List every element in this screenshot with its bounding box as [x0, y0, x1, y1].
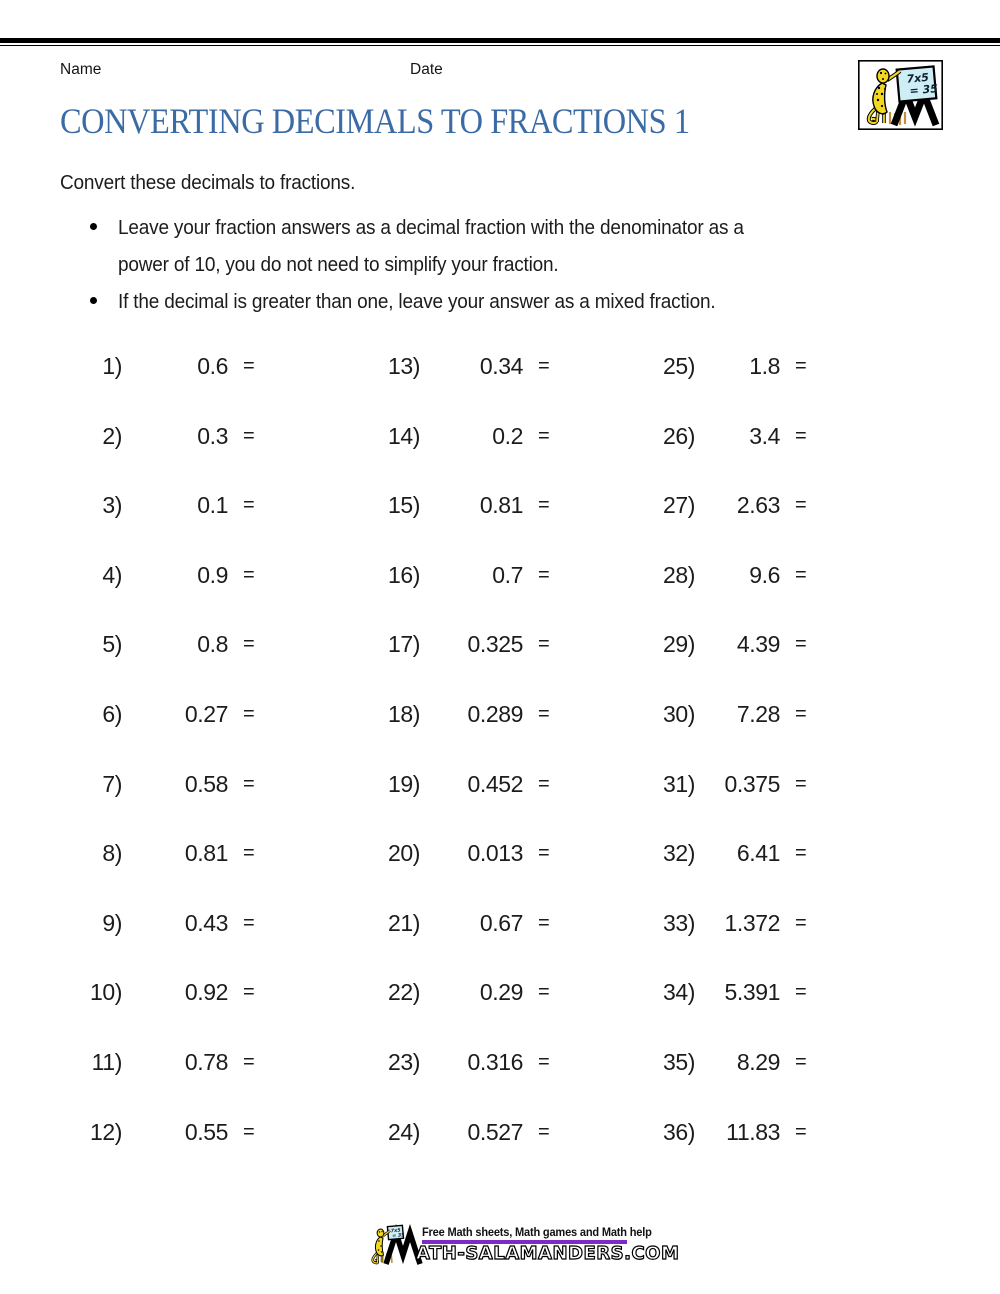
equals-sign: = [795, 1120, 807, 1143]
equals-sign: = [538, 563, 550, 586]
problem-number: 14) [387, 422, 420, 449]
problem-number: 1) [102, 353, 122, 379]
problem-number: 21) [387, 909, 420, 936]
problem-value: 0.452 [467, 770, 523, 797]
equals-sign: = [538, 494, 550, 517]
problem-number: 10) [89, 979, 122, 1006]
svg-text:= 35: = 35 [392, 1233, 405, 1240]
date-label: Date [410, 61, 443, 78]
equals-sign: = [538, 633, 550, 656]
equals-sign: = [795, 633, 807, 656]
problem-value: 11.83 [726, 1118, 780, 1145]
problem-value: 0.58 [184, 770, 228, 797]
equals-sign: = [795, 1050, 807, 1073]
problem-value: 7.28 [736, 700, 780, 727]
problem-number: 23) [387, 1048, 420, 1075]
equals-sign: = [538, 424, 550, 447]
problem-number: 33) [662, 909, 695, 936]
bullet-dot-icon [90, 297, 97, 304]
name-label: Name [60, 61, 102, 78]
top-border-rule [0, 38, 1000, 46]
equals-sign: = [795, 911, 807, 934]
problem-value: 0.78 [184, 1048, 228, 1075]
equals-sign: = [243, 355, 255, 377]
equals-sign: = [795, 563, 807, 586]
problem-number: 25) [662, 353, 695, 379]
problem-number: 3) [102, 492, 122, 519]
footer-wordmark: ATH-SALAMANDERS.COM [416, 1243, 680, 1264]
equals-sign: = [243, 563, 255, 586]
equals-sign: = [243, 633, 255, 656]
problem-value: 0.8 [197, 631, 228, 658]
problem-number: 9) [102, 909, 122, 936]
bullet-dot-icon [90, 223, 97, 230]
problem-value: 9.6 [749, 561, 780, 588]
whiteboard-icon [387, 1225, 405, 1239]
problem-number: 26) [662, 422, 695, 449]
problem-number: 17) [387, 631, 420, 658]
whiteboard-icon [897, 66, 939, 101]
problem-value: 0.9 [197, 561, 228, 588]
problem-number: 16) [387, 561, 420, 588]
svg-text:7x5: 7x5 [905, 70, 930, 86]
problem-value: 0.3 [197, 422, 228, 449]
problem-value: 0.29 [479, 979, 523, 1006]
problem-value: 0.7 [492, 561, 523, 588]
svg-text:7x5: 7x5 [390, 1228, 401, 1235]
equals-sign: = [243, 424, 255, 447]
problem-number: 19) [387, 770, 420, 797]
problem-value: 0.34 [479, 353, 523, 379]
problem-value: 0.013 [467, 840, 523, 867]
problem-number: 2) [102, 422, 122, 449]
problem-value: 5.391 [724, 979, 780, 1006]
equals-sign: = [795, 494, 807, 517]
instructions-bullets [90, 210, 777, 321]
instructions-intro: Convert these decimals to fractions. [60, 172, 356, 194]
problem-number: 27) [662, 492, 695, 519]
equals-sign: = [243, 911, 255, 934]
problem-value: 0.527 [467, 1118, 523, 1145]
problem-number: 12) [89, 1118, 122, 1145]
equals-sign: = [538, 842, 550, 865]
problem-value: 1.372 [724, 909, 780, 936]
equals-sign: = [538, 981, 550, 1004]
equals-sign: = [243, 981, 255, 1004]
equals-sign: = [795, 772, 807, 795]
problem-number: 7) [102, 770, 122, 797]
problem-number: 11) [91, 1048, 122, 1075]
equals-sign: = [795, 981, 807, 1004]
problem-number: 15) [387, 492, 420, 519]
problem-number: 22) [387, 979, 420, 1006]
problem-value: 2.63 [736, 492, 780, 519]
equals-sign: = [795, 702, 807, 725]
problem-number: 36) [662, 1118, 695, 1145]
equals-sign: = [243, 494, 255, 517]
equals-sign: = [243, 1050, 255, 1073]
problem-number: 5) [102, 631, 122, 658]
problem-number: 29) [662, 631, 695, 658]
equals-sign: = [538, 772, 550, 795]
footer-logo-block [369, 1224, 680, 1266]
equals-sign: = [243, 842, 255, 865]
bullet-item [90, 284, 777, 321]
problem-number: 6) [102, 700, 122, 727]
problem-value: 0.67 [479, 909, 523, 936]
problem-number: 30) [662, 700, 695, 727]
problem-number: 28) [662, 561, 695, 588]
bullet1-line1: Leave your fraction answers as a decimal fraction with the denominator as a [118, 217, 744, 239]
problem-value: 6.41 [736, 840, 780, 867]
problem-number: 31) [662, 770, 695, 797]
equals-sign: = [795, 424, 807, 447]
problem-value: 0.27 [184, 700, 228, 727]
problem-number: 4) [102, 561, 122, 588]
problem-value: 0.6 [197, 353, 228, 379]
equals-sign: = [795, 842, 807, 865]
footer-tagline: Free Math sheets, Math games and Math help [422, 1225, 652, 1239]
problem-value: 0.325 [467, 631, 523, 658]
equals-sign: = [243, 702, 255, 725]
equals-sign: = [243, 772, 255, 795]
page-title: CONVERTING DECIMALS TO FRACTIONS 1 [60, 101, 690, 141]
equals-sign: = [243, 1120, 255, 1143]
problem-number: 34) [662, 979, 695, 1006]
problem-value: 0.2 [492, 422, 523, 449]
problem-value: 3.4 [749, 422, 780, 449]
equals-sign: = [538, 1120, 550, 1143]
problem-value: 0.1 [197, 492, 228, 519]
problem-value: 0.289 [467, 700, 523, 727]
problem-number: 18) [387, 700, 420, 727]
problem-number: 20) [387, 840, 420, 867]
problem-number: 24) [387, 1118, 420, 1145]
problem-value: 4.39 [736, 631, 780, 658]
svg-text:= 35: = 35 [909, 82, 939, 98]
problem-value: 0.92 [184, 979, 228, 1006]
problem-value: 1.8 [749, 353, 780, 379]
problem-number: 8) [102, 840, 122, 867]
problem-value: 0.55 [184, 1118, 228, 1145]
problem-value: 0.316 [467, 1048, 523, 1075]
equals-sign: = [538, 911, 550, 934]
bullet1-line2: power of 10, you do not need to simplify your fraction. [118, 254, 559, 276]
equals-sign: = [795, 355, 807, 377]
problem-number: 13) [387, 353, 420, 379]
math-salamanders-logo-icon [858, 60, 943, 130]
problem-value: 0.375 [724, 770, 780, 797]
problem-value: 0.43 [184, 909, 228, 936]
bullet2-line1: If the decimal is greater than one, leave your answer as a mixed fraction. [118, 291, 716, 313]
problem-number: 35) [662, 1048, 695, 1075]
problem-number: 32) [662, 840, 695, 867]
problem-value: 0.81 [479, 492, 523, 519]
bullet-item [90, 210, 777, 284]
problem-value: 8.29 [736, 1048, 780, 1075]
equals-sign: = [538, 702, 550, 725]
problem-value: 0.81 [184, 840, 228, 867]
problems-grid [60, 338, 818, 1173]
equals-sign: = [538, 1050, 550, 1073]
equals-sign: = [538, 355, 550, 377]
